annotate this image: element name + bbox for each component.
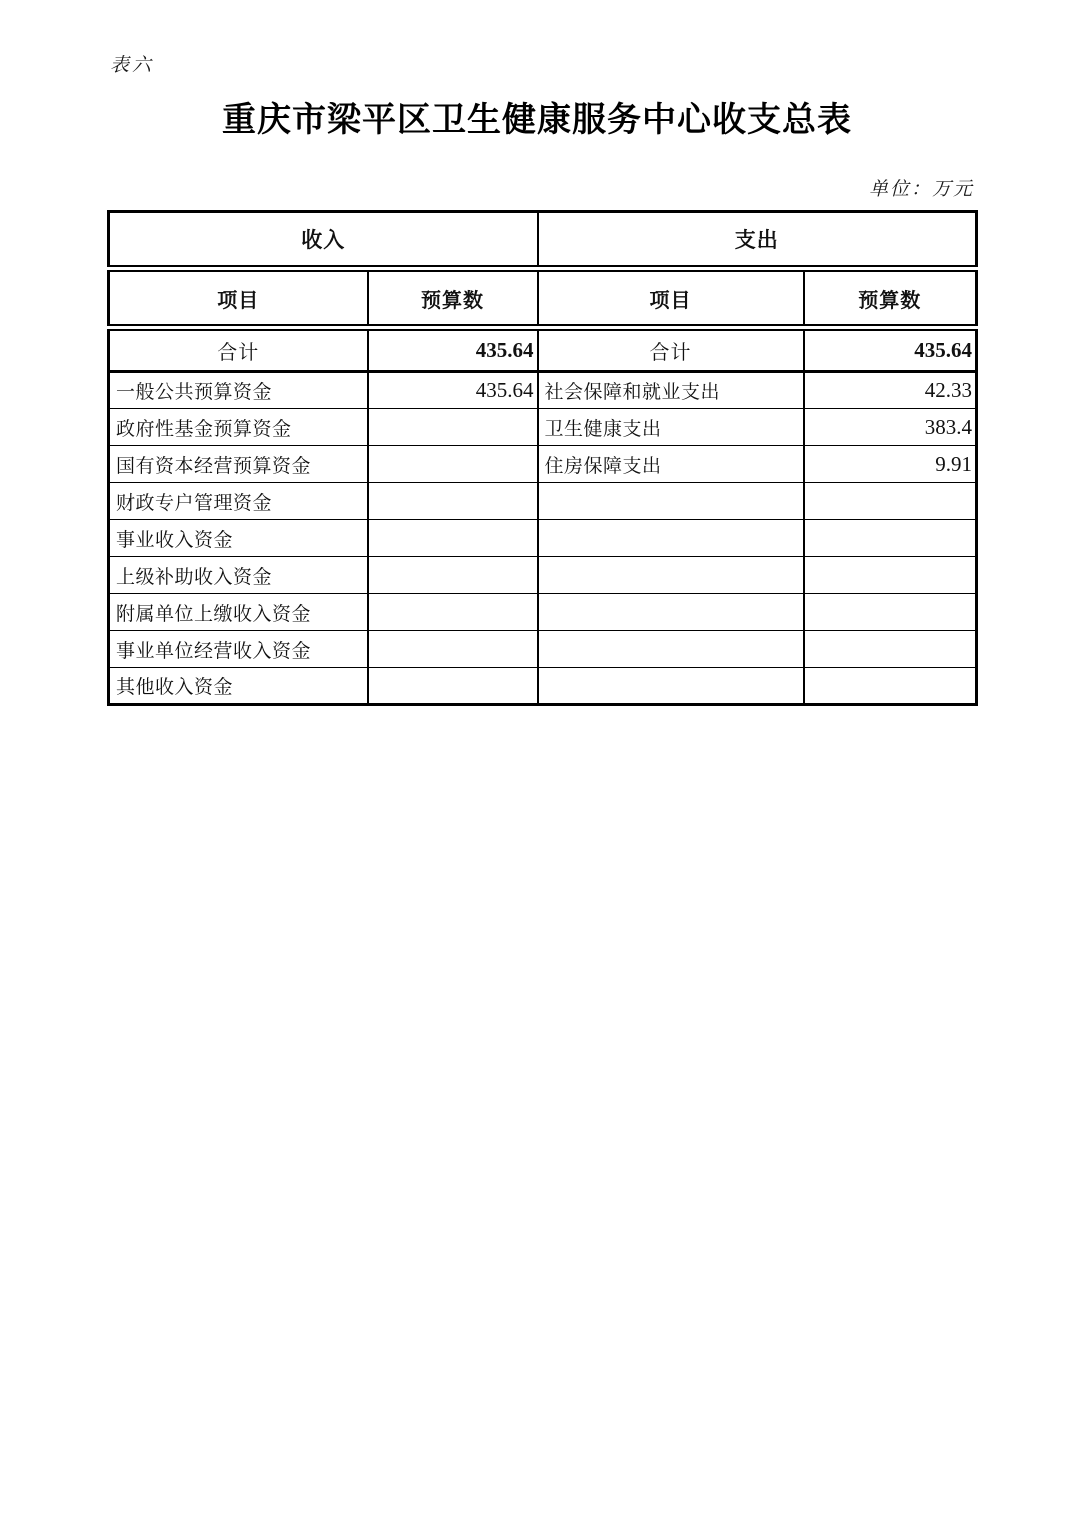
income-value-cell: [368, 409, 538, 446]
table-row: [109, 594, 977, 631]
income-total-label: 合计: [109, 328, 368, 372]
expense-total-value: 435.64: [804, 328, 977, 372]
income-item-cell: 政府性基金预算资金: [109, 409, 368, 446]
table-row: [109, 668, 977, 705]
income-total-value: 435.64: [368, 328, 538, 372]
expense-section-header: 支出: [538, 212, 977, 269]
expense-item-cell: [538, 483, 804, 520]
expense-value-cell: [804, 520, 977, 557]
expense-budget-column-header: 预算数: [804, 269, 977, 328]
expense-value-cell: 383.4: [804, 409, 977, 446]
table-row: [109, 520, 977, 557]
column-header-row: [109, 269, 977, 328]
expense-item-cell: [538, 594, 804, 631]
expense-value-cell: [804, 594, 977, 631]
unit-note: 单位：万元: [868, 178, 974, 200]
section-header-row: [109, 212, 977, 269]
expense-value-cell: [804, 668, 977, 705]
income-item-cell: 附属单位上缴收入资金: [109, 594, 368, 631]
expense-item-cell: 社会保障和就业支出: [538, 372, 804, 409]
income-value-cell: [368, 483, 538, 520]
income-item-column-header: 项目: [109, 269, 368, 328]
table-row: [109, 409, 977, 446]
table-number-tag: 表六: [110, 54, 155, 76]
income-value-cell: [368, 520, 538, 557]
income-item-cell: 上级补助收入资金: [109, 557, 368, 594]
page-title: 重庆市梁平区卫生健康服务中心收支总表: [222, 100, 852, 140]
income-value-cell: [368, 446, 538, 483]
income-item-cell: 事业单位经营收入资金: [109, 631, 368, 668]
income-value-cell: [368, 594, 538, 631]
expense-item-cell: [538, 557, 804, 594]
expense-item-cell: 卫生健康支出: [538, 409, 804, 446]
income-value-cell: 435.64: [368, 372, 538, 409]
income-budget-column-header: 预算数: [368, 269, 538, 328]
table-row: [109, 631, 977, 668]
expense-value-cell: [804, 557, 977, 594]
expense-value-cell: 42.33: [804, 372, 977, 409]
expense-item-column-header: 项目: [538, 269, 804, 328]
income-item-cell: 一般公共预算资金: [109, 372, 368, 409]
income-value-cell: [368, 557, 538, 594]
table-row: [109, 483, 977, 520]
expense-value-cell: 9.91: [804, 446, 977, 483]
expense-item-cell: [538, 631, 804, 668]
income-item-cell: 其他收入资金: [109, 668, 368, 705]
total-row: [109, 328, 977, 372]
expense-value-cell: [804, 631, 977, 668]
expense-value-cell: [804, 483, 977, 520]
income-section-header: 收入: [109, 212, 538, 269]
income-value-cell: [368, 668, 538, 705]
table-row: [109, 446, 977, 483]
table-row: [109, 557, 977, 594]
income-item-cell: 事业收入资金: [109, 520, 368, 557]
income-item-cell: 财政专户管理资金: [109, 483, 368, 520]
expense-item-cell: [538, 520, 804, 557]
expense-total-label: 合计: [538, 328, 804, 372]
table-row: [109, 372, 977, 409]
income-item-cell: 国有资本经营预算资金: [109, 446, 368, 483]
budget-summary-table: [107, 210, 978, 706]
income-value-cell: [368, 631, 538, 668]
expense-item-cell: 住房保障支出: [538, 446, 804, 483]
expense-item-cell: [538, 668, 804, 705]
